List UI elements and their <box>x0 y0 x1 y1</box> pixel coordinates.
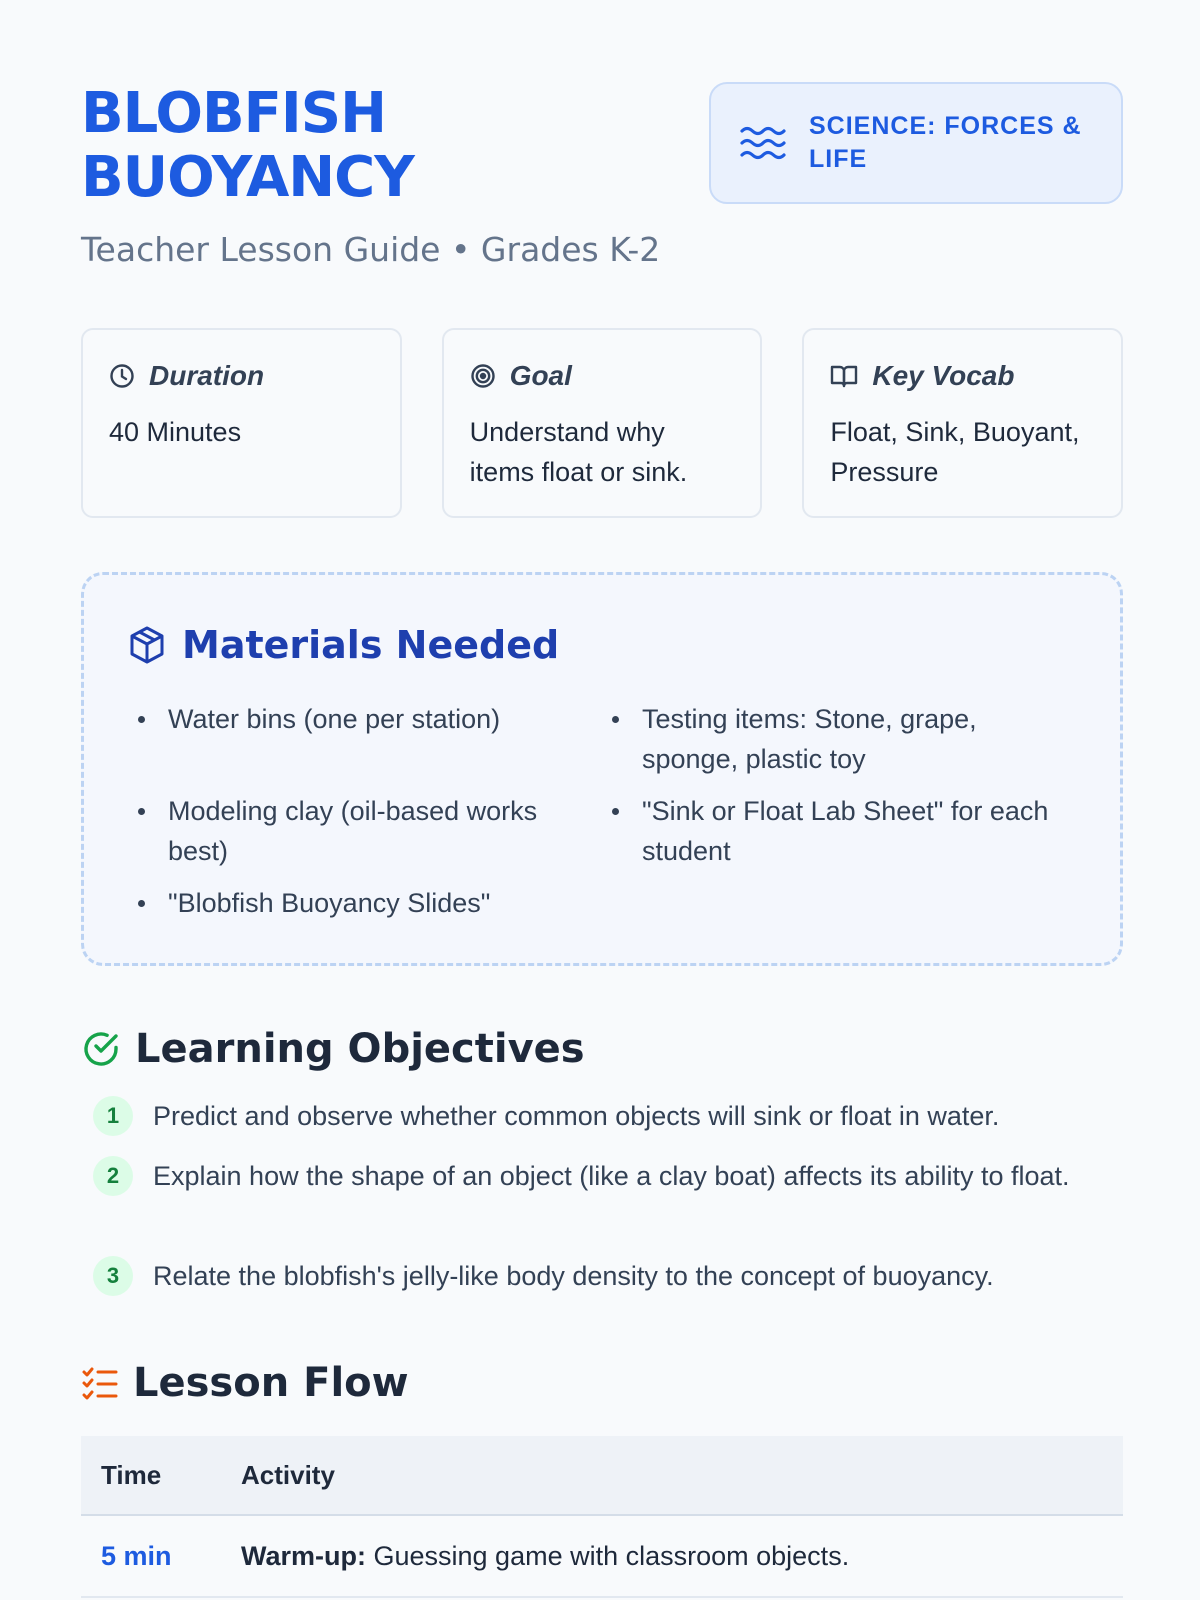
header <box>81 82 1123 272</box>
column-header-activity: Activity <box>241 1459 335 1490</box>
lesson-flow-table <box>81 1436 1123 1598</box>
card-label: Goal <box>509 360 572 391</box>
box-icon <box>128 625 166 665</box>
materials-title: Materials Needed <box>182 623 560 667</box>
table-header <box>81 1436 1123 1516</box>
table-row <box>81 1516 1123 1598</box>
list-item <box>93 1156 1123 1196</box>
page-subtitle: Teacher Lesson Guide • Grades K-2 <box>81 230 661 269</box>
title-line-2: BUOYANCY <box>81 145 414 210</box>
column-header-time: Time <box>101 1459 162 1490</box>
vocab-card <box>802 328 1123 518</box>
list-item: "Blobfish Buoyancy Slides" <box>136 883 576 923</box>
target-icon <box>470 363 496 389</box>
subject-badge <box>709 82 1123 204</box>
duration-card <box>81 328 402 518</box>
goal-card <box>442 328 763 518</box>
objective-number: 1 <box>93 1096 133 1136</box>
clock-icon <box>109 363 135 389</box>
check-circle-icon <box>81 1029 121 1069</box>
badge-line-1: SCIENCE: FORCES & <box>809 112 1082 140</box>
list-item: Testing items: Stone, grape, sponge, plastic toy <box>610 699 1080 779</box>
checklist-icon <box>81 1366 119 1400</box>
subject-badge-label <box>809 110 1099 176</box>
list-item <box>93 1096 1123 1136</box>
lesson-flow-heading <box>81 1360 409 1406</box>
activity-label: Warm-up: <box>241 1540 366 1571</box>
objective-text: Relate the blobfish's jelly-like body density to the concept of buoyancy. <box>153 1261 994 1291</box>
row-activity <box>241 1541 1123 1572</box>
info-cards <box>81 328 1123 518</box>
objectives-heading <box>81 1026 585 1072</box>
materials-panel <box>81 572 1123 966</box>
title-line-1: BLOBFISH <box>81 81 386 146</box>
objective-number: 2 <box>93 1156 133 1196</box>
card-value: Float, Sink, Buoyant, Pressure <box>830 417 1080 487</box>
section-title: Lesson Flow <box>133 1360 409 1406</box>
card-value: Understand why items float or sink. <box>469 417 688 487</box>
card-label: Duration <box>149 360 265 391</box>
list-item: Water bins (one per station) <box>136 699 576 739</box>
list-item: "Sink or Float Lab Sheet" for each student <box>610 791 1080 871</box>
activity-text: Guessing game with classroom objects. <box>365 1540 850 1571</box>
card-value: 40 Minutes <box>109 417 242 447</box>
waves-icon <box>739 123 787 163</box>
objective-text: Predict and observe whether common objects will sink or float in water. <box>153 1101 1000 1131</box>
objective-number: 3 <box>93 1256 133 1296</box>
badge-line-2: LIFE <box>809 145 868 173</box>
objective-text: Explain how the shape of an object (like a clay boat) affects its ability to float. <box>153 1161 1070 1191</box>
book-icon <box>830 363 858 389</box>
row-time: 5 min <box>101 1540 172 1571</box>
card-label: Key Vocab <box>872 360 1015 391</box>
list-item: Modeling clay (oil-based works best) <box>136 791 576 871</box>
section-title: Learning Objectives <box>135 1026 585 1072</box>
page-title <box>81 82 601 210</box>
list-item <box>93 1256 1123 1296</box>
